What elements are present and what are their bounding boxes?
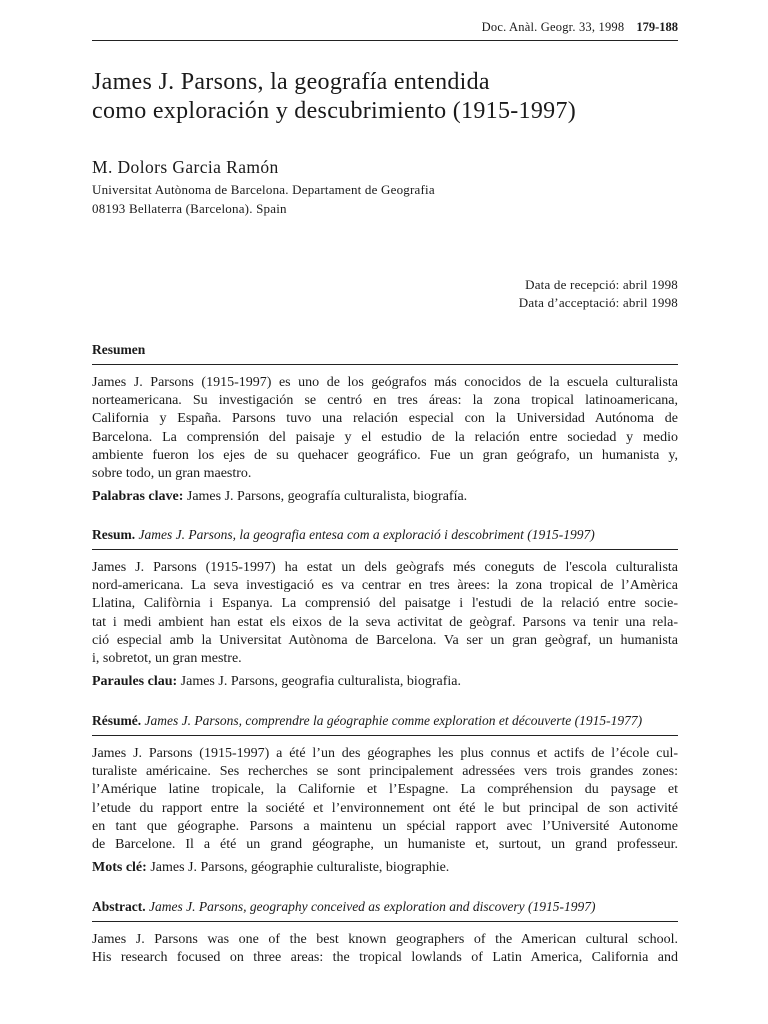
resum-keywords (92, 673, 678, 691)
keywords-text: James J. Parsons, geografia culturalista, biografia. (180, 674, 461, 690)
resum-line: ció especial amb la Universitat Autònoma de Barcelona. Va ser un gran geògraf, un humanista (92, 632, 678, 648)
journal-citation: Doc. Anàl. Geogr. 33, 1998 (481, 20, 625, 34)
resume-line: en tant que géographe. Parsons a maintenu un spécial rapport avec l’Université Autonome (92, 818, 678, 834)
resumen-line: Barcelona. La comprensión del paisaje y el estudio de la relación entre sociedad y medio (92, 429, 678, 445)
resume-line: de Barcelone. Il a été un grand géographe, un humaniste et, surtout, un grand professeur. (92, 837, 678, 853)
resum-line: nord-americana. La seva investigació es va centrar en tres àrees: la zona tropical de l’Amèrica (92, 578, 678, 594)
resumen-body (92, 374, 678, 483)
abstract-line: His research focused on three areas: the tropical lowlands of Latin America, California and (92, 950, 678, 966)
keywords-label: Palabras clave: (92, 489, 184, 505)
resumen-section (92, 342, 678, 506)
resum-line: i, sobretot, un gran mestre. (92, 651, 242, 667)
title-line-2: como exploración y descubrimiento (1915-1997) (92, 98, 577, 124)
received-date: Data de recepció: abril 1998 (525, 277, 678, 292)
resum-heading (92, 527, 678, 550)
affiliation-line-2: 08193 Bellaterra (Barcelona). Spain (92, 201, 287, 216)
affiliation-line-1: Universitat Autònoma de Barcelona. Departament de Geografia (92, 182, 435, 197)
resum-label: Resum. (92, 527, 136, 542)
resume-section (92, 713, 678, 877)
abstract-line: James J. Parsons was one of the best known geographers of the American cultural school. (92, 932, 678, 947)
resum-section (92, 527, 678, 691)
resum-title: James J. Parsons, la geografia entesa com a exploració i descobriment (1915-1997) (138, 527, 595, 542)
resumen-line: James J. Parsons (1915-1997) es uno de los geógrafos más conocidos de la escuela culturalista (92, 375, 678, 390)
title-line-1: James J. Parsons, la geografía entendida (92, 69, 490, 95)
keywords-label: Paraules clau: (92, 674, 178, 690)
resume-label: Résumé. (92, 713, 142, 728)
author-affiliation (92, 180, 435, 218)
article-title (92, 68, 692, 126)
resume-line: James J. Parsons (1915-1997) a été l’un des géographes les plus connus et actifs de l’école cul- (92, 746, 678, 761)
resumen-heading (92, 342, 678, 365)
abstract-heading (92, 899, 678, 922)
resum-body (92, 559, 678, 668)
accepted-date: Data d’acceptació: abril 1998 (518, 294, 678, 310)
resumen-keywords (92, 488, 678, 506)
resumen-line: California y España. Parsons tuvo una relación especial con la Universidad Autónoma de (92, 411, 678, 427)
abstract-section (92, 899, 678, 967)
abstract-title: James J. Parsons, geography conceived as exploration and discovery (1915-1997) (149, 899, 596, 914)
abstract-label: Abstract. (92, 899, 146, 914)
resumen-label: Resumen (92, 342, 146, 357)
submission-dates (519, 276, 678, 311)
abstract-body (92, 931, 678, 967)
resume-title: James J. Parsons, comprendre la géographie comme exploration et découverte (1915-1977) (144, 713, 643, 728)
resum-line: tat i medi ambient han estat els eixos de la seva activitat de geògraf. Parsons va tenir una rela- (92, 614, 678, 630)
resumen-line: ambiente fueron los ejes de su quehacer geográfico. Fue un gran geógrafo, un humanista y, (92, 447, 678, 463)
resum-line: Llatina, Califòrnia i Espanya. La comprensió del paisatge i l'estudi de la relació entre socie- (92, 596, 678, 612)
resume-keywords (92, 859, 678, 877)
resume-line: l’etude du rapport entre la société et l’environnement ont été le but principal de son activité (92, 800, 678, 816)
resume-body (92, 745, 678, 854)
resume-line: turaliste américaine. Ses recherches se sont principalement adressées vers trois grandes zones: (92, 764, 678, 780)
resume-line: l’Amérique latine tropicale, la Californie et l’Espagne. La compréhension du paysage et (92, 782, 678, 798)
keywords-text: James J. Parsons, geografía culturalista, biografía. (186, 489, 468, 505)
keywords-label: Mots clé: (92, 860, 147, 876)
keywords-text: James J. Parsons, géographie culturaliste, biographie. (150, 860, 450, 876)
author-name: M. Dolors Garcia Ramón (92, 157, 279, 177)
running-header (92, 20, 678, 41)
resumen-line: sobre todo, un gran maestro. (92, 466, 252, 482)
resume-heading (92, 713, 678, 736)
page-range: 179-188 (636, 20, 678, 34)
resumen-line: norteamericana. Su investigación se centró en tres áreas: la zona tropical latinoamericana, (92, 393, 678, 409)
resum-line: James J. Parsons (1915-1997) ha estat un dels geògrafs més coneguts de l'escola culturalista (92, 560, 678, 575)
